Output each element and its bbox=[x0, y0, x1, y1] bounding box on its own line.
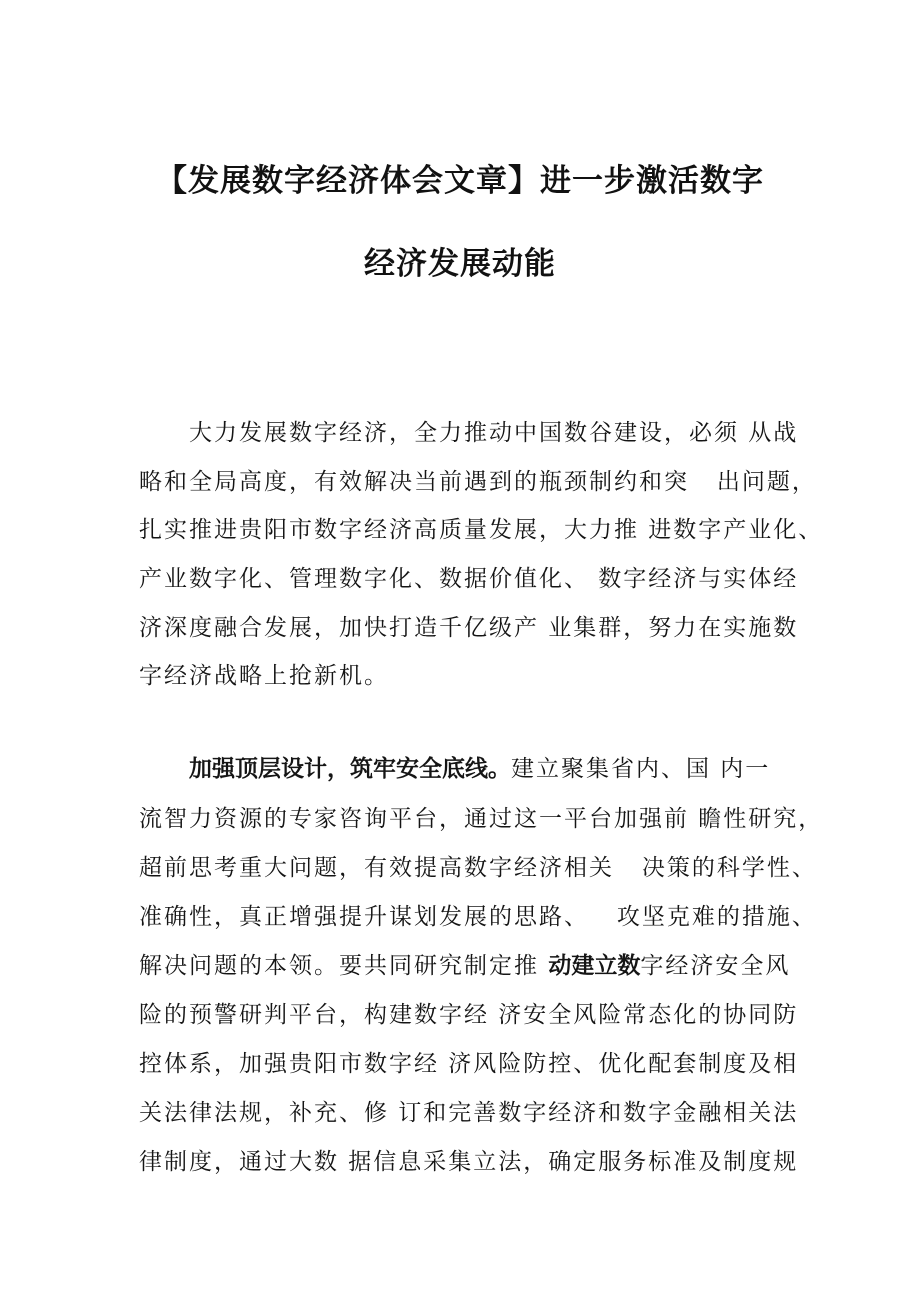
paragraph-1-line-2: 略和全局高度，有效解决当前遇到的瓶颈制约和突 出问题， bbox=[139, 469, 817, 495]
document-title-line-1: 【发展数字经济体会文章】进一步激活数字 bbox=[156, 163, 764, 199]
paragraph-2-line-3: 超前思考重大问题，有效提高数字经济相关 决策的科学性、 bbox=[139, 855, 817, 881]
paragraph-2-line-6: 险的预警研判平台，构建数字经 济安全风险常态化的协同防 bbox=[139, 1002, 799, 1028]
paragraph-1-line-6: 字经济战略上抢新机。 bbox=[139, 663, 389, 689]
paragraph-2-line-1-text: 建立聚集省内、国 内一 bbox=[511, 756, 771, 782]
paragraph-2-line-9: 律制度，通过大数 据信息采集立法，确定服务标准及制度规 bbox=[139, 1149, 799, 1175]
document-title-line-2: 经济发展动能 bbox=[364, 246, 556, 282]
paragraph-2-line-8: 关法律法规，补充、修 订和完善数字经济和数字金融相关法 bbox=[139, 1100, 799, 1126]
paragraph-2-line-5-text-before: 解决问题的本领。要共同研究制定推 bbox=[139, 953, 549, 979]
paragraph-2-line-4: 准确性，真正增强提升谋划发展的思路、 攻坚克难的措施、 bbox=[139, 904, 817, 930]
paragraph-2-line-2: 流智力资源的专家咨询平台，通过这一平台加强前 瞻性研究， bbox=[139, 806, 824, 832]
paragraph-2-lead: 加强顶层设计，筑牢安全底线。 bbox=[189, 756, 511, 782]
paragraph-1-line-3: 扎实推进贵阳市数字经济高质量发展，大力推 进数字产业化、 bbox=[139, 517, 824, 543]
paragraph-1-line-5: 济深度融合发展，加快打造千亿级产 业集群，努力在实施数 bbox=[139, 615, 799, 641]
paragraph-1-line-1: 大力发展数字经济，全力推动中国数谷建设，必须 从战 bbox=[189, 420, 799, 446]
paragraph-2-emphasis: 动建立数 bbox=[548, 953, 641, 979]
paragraph-2-line-5 bbox=[139, 951, 789, 1005]
paragraph-2-line-7: 控体系，加强贵阳市数字经 济风险防控、优化配套制度及相 bbox=[139, 1051, 799, 1077]
paragraph-2-line-5-text-after: 字经济安全风 bbox=[640, 953, 791, 979]
paragraph-1-line-4: 产业数字化、管理数字化、数据价值化、 数字经济与实体经 bbox=[139, 566, 799, 592]
paragraph-2-line-1 bbox=[189, 754, 789, 808]
